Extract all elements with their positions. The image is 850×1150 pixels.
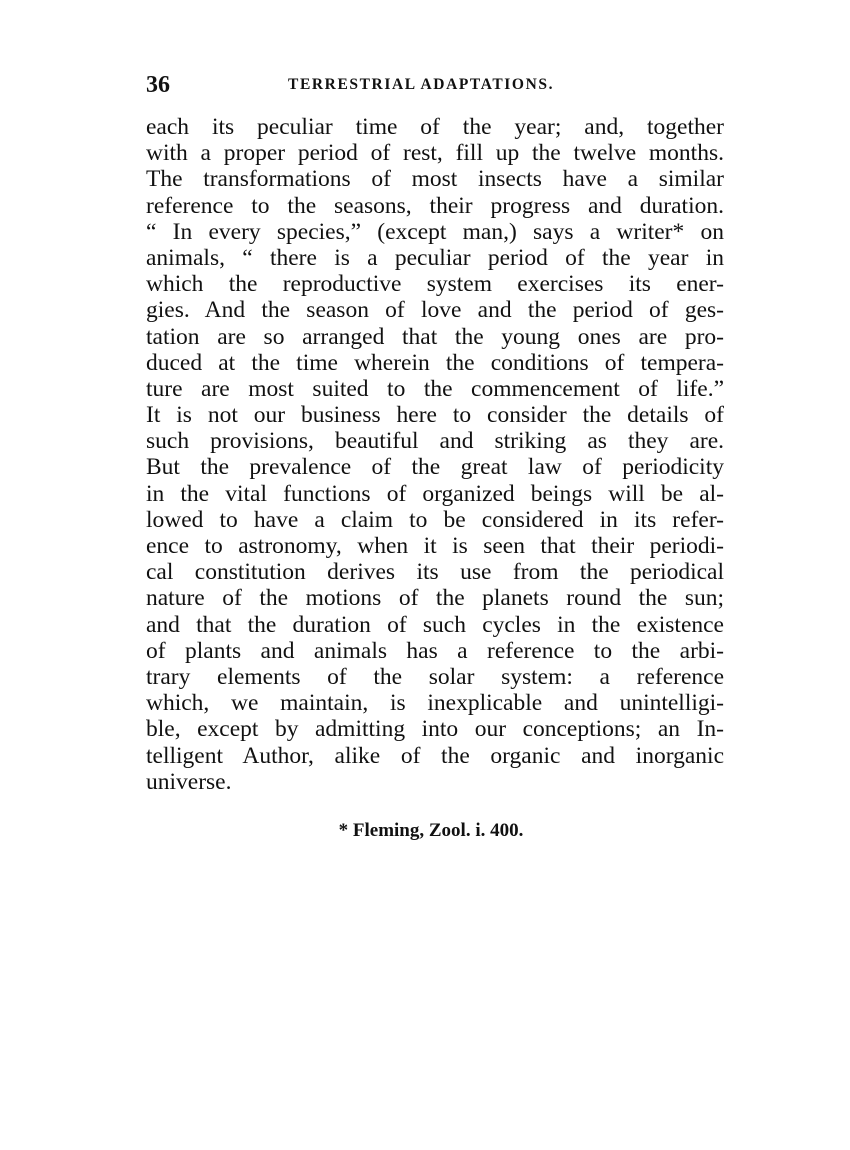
text-line: animals, “ there is a peculiar period of the year in — [146, 244, 724, 271]
text-line: The transformations of most insects have a similar — [146, 166, 724, 193]
text-line: nature of the motions of the planets round the sun; — [146, 585, 724, 612]
text-line: tation are so arranged that the young ones are pro- — [146, 323, 724, 350]
text-line: each its peculiar time of the year; and, together — [146, 114, 724, 140]
text-line: It is not our business here to consider the details of — [146, 402, 724, 429]
text-line: in the vital functions of organized beings will be al- — [146, 480, 724, 507]
text-line: which, we maintain, is inexplicable and unintelligi- — [146, 690, 724, 717]
running-head: TERRESTRIAL ADAPTATIONS. — [288, 76, 555, 93]
text-line: which the reproductive system exercises its ener- — [146, 271, 724, 298]
text-line: reference to the seasons, their progress and duration. — [146, 192, 724, 219]
body-text — [146, 114, 724, 795]
text-line: cal constitution derives its use from the periodical — [146, 559, 724, 586]
text-line: ture are most suited to the commencement of life.” — [146, 375, 724, 402]
text-line: telligent Author, alike of the organic and inorganic — [146, 742, 724, 769]
text-line: with a proper period of rest, fill up the twelve months. — [146, 140, 724, 167]
page-header — [146, 70, 724, 100]
footnote: * Fleming, Zool. i. 400. — [338, 820, 524, 841]
text-line: of plants and animals has a reference to the arbi- — [146, 637, 724, 664]
text-line: ble, except by admitting into our conceptions; an In- — [146, 716, 724, 743]
text-line: gies. And the season of love and the period of ges- — [146, 297, 724, 324]
text-line: But the prevalence of the great law of periodicity — [146, 454, 724, 481]
text-line: universe. — [146, 768, 232, 795]
text-line: trary elements of the solar system: a reference — [146, 663, 724, 690]
text-line: lowed to have a claim to be considered in its refer- — [146, 506, 724, 533]
page-number: 36 — [146, 72, 170, 98]
text-line: and that the duration of such cycles in the existence — [146, 611, 724, 638]
text-line: duced at the time wherein the conditions of tempera- — [146, 349, 724, 376]
text-line: “ In every species,” (except man,) says a writer* on — [146, 218, 724, 245]
text-line: ence to astronomy, when it is seen that their periodi- — [146, 533, 724, 559]
text-line: such provisions, beautiful and striking as they are. — [146, 428, 724, 455]
